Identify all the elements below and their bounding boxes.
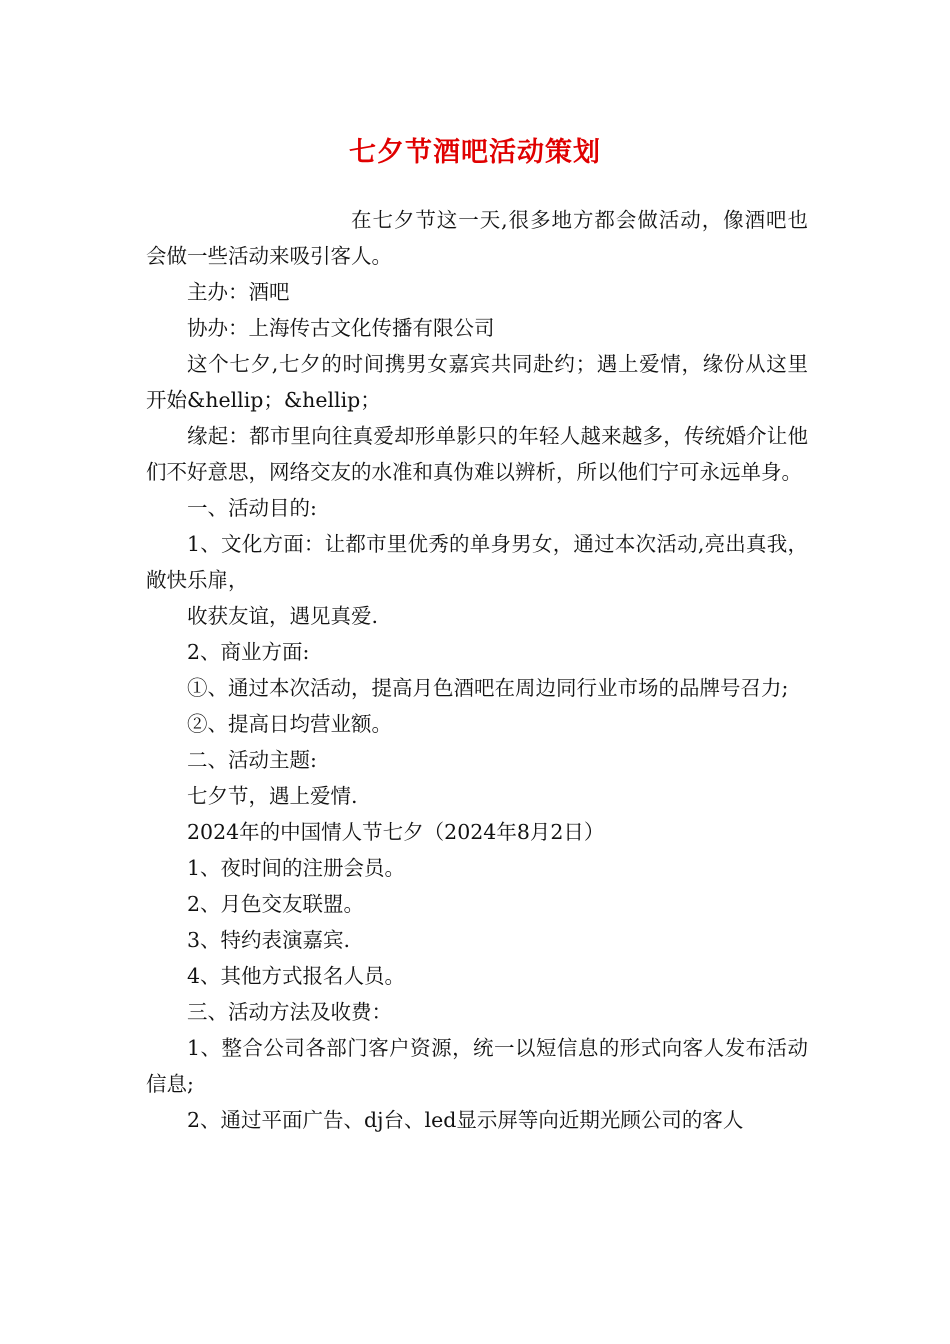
list-item-4: 4、其他方式报名人员。 [187, 964, 406, 988]
paragraph-date: 2024年的中国情人节七夕（2024年8月2日） [187, 820, 605, 844]
list-item-1: 1、夜时间的注册会员。 [187, 856, 406, 880]
paragraph-method-2: 2、通过平面广告、dj台、led显示屏等向近期光顾公司的客人 [187, 1108, 744, 1132]
document-title: 七夕节酒吧活动策划 [349, 137, 601, 168]
paragraph-business: 2、商业方面: [187, 640, 310, 664]
paragraph-business-2: ②、提高日均营业额。 [187, 712, 392, 736]
paragraph-invitation: 这个七夕,七夕的时间携男女嘉宾共同赴约；遇上爱情，缘份从这里开始&hellip；&hellip； [146, 352, 808, 412]
paragraph-method-1: 1、整合公司各部门客户资源，统一以短信息的形式向客人发布活动信息; [146, 1036, 808, 1096]
paragraph-culture-cont: 收获友谊，遇见真爱. [187, 604, 379, 628]
paragraph-origin: 缘起：都市里向往真爱却形单影只的年轻人越来越多，传统婚介让他们不好意思，网络交友的水准和真伪难以辨析，所以他们宁可永远单身。 [146, 424, 808, 484]
document-body [146, 202, 808, 1138]
list-item-3: 3、特约表演嘉宾. [187, 928, 351, 952]
section-heading-theme: 二、活动主题: [187, 748, 317, 772]
section-heading-purpose: 一、活动目的: [187, 496, 317, 520]
paragraph-co-organizer: 协办：上海传古文化传播有限公司 [187, 316, 495, 340]
section-heading-method: 三、活动方法及收费： [187, 1000, 392, 1024]
paragraph-business-1: ①、通过本次活动，提高月色酒吧在周边同行业市场的品牌号召力; [187, 676, 789, 700]
paragraph-culture: 1、文化方面：让都市里优秀的单身男女，通过本次活动,亮出真我，敞快乐扉， [146, 532, 808, 592]
list-item-2: 2、月色交友联盟。 [187, 892, 365, 916]
paragraph-intro: 在七夕节这一天,很多地方都会做活动，像酒吧也会做一些活动来吸引客人。 [146, 208, 808, 268]
paragraph-theme: 七夕节，遇上爱情. [187, 784, 358, 808]
paragraph-organizer: 主办：酒吧 [187, 280, 290, 304]
